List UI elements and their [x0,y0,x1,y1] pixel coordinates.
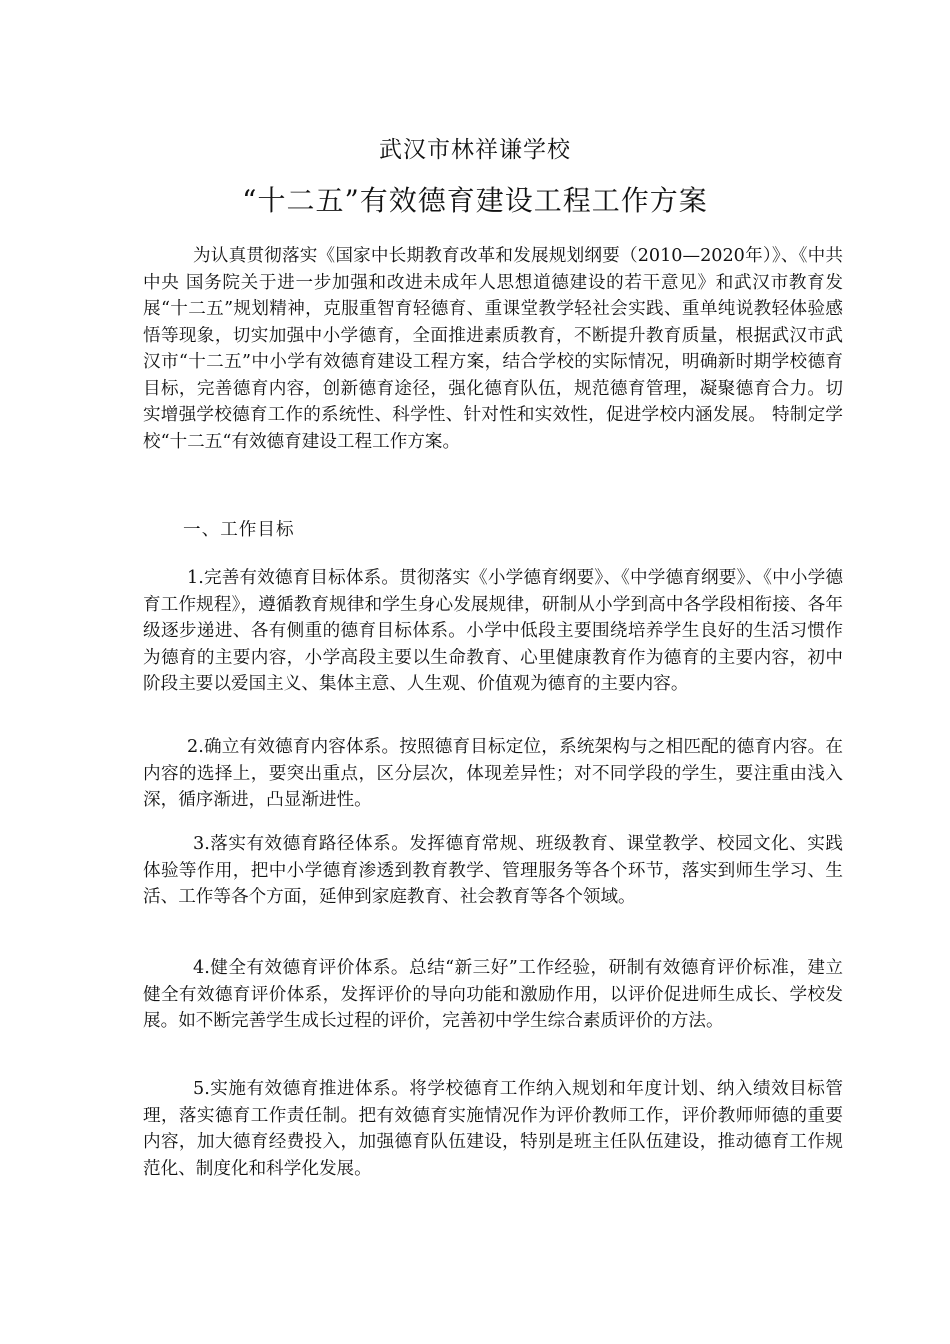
document-title: “十二五”有效德育建设工程工作方案 [242,184,708,217]
intro-paragraph: 为认真贯彻落实《国家中长期教育改革和发展规划纲要（2010—2020年）》、《中共中央 国务院关于进一步加强和改进未成年人思想道德建设的若干意见》和武汉市教育发展“十二五”规划精神，克服重智育轻德育、重课堂教学轻社会实践、重单纯说教轻体验感悟等现象，切实加强中小学德育，全面推进素质教育，不断提升教育质量，根据武汉市武汉市“十二五”中小学有效德育建设工程方案，结合学校的实际情况，明确新时期学校德育目标，完善德育内容，创新德育途径，强化德育队伍，规范德育管理，凝聚德育合力。切实增强学校德育工作的系统性、科学性、针对性和实效性，促进学校内涵发展。 特制定学校“十二五“有效德育建设工程工作方案。 [143,246,843,452]
goal-item-3: 3.落实有效德育路径体系。发挥德育常规、班级教育、课堂教学、校园文化、实践体验等作用，把中小学德育渗透到教育教学、管理服务等各个环节，落实到师生学习、生活、工作等各个方面，延伸到家庭教育、社会教育等各个领域。 [143,834,843,907]
goal-item-4: 4.健全有效德育评价体系。总结“新三好”工作经验，研制有效德育评价标准，建立健全有效德育评价体系，发挥评价的导向功能和激励作用，以评价促进师生成长、学校发展。如不断完善学生成长过程的评价，完善初中学生综合素质评价的方法。 [143,958,843,1031]
school-title: 武汉市林祥谦学校 [379,137,571,163]
goal-item-5: 5.实施有效德育推进体系。将学校德育工作纳入规划和年度计划、纳入绩效目标管理，落实德育工作责任制。把有效德育实施情况作为评价教师工作，评价教师师德的重要内容，加大德育经费投入，加强德育队伍建设，特别是班主任队伍建设，推动德育工作规范化、制度化和科学化发展。 [143,1079,843,1179]
goal-item-2: 2.确立有效德育内容体系。按照德育目标定位，系统架构与之相匹配的德育内容。在内容的选择上，要突出重点，区分层次，体现差异性；对不同学段的学生，要注重由浅入深，循序渐进，凸显渐进性。 [143,737,843,810]
section-heading-work-goals: 一、工作目标 [183,520,295,540]
goal-item-1: 1.完善有效德育目标体系。贯彻落实《小学德育纲要》、《中学德育纲要》、《中小学德育工作规程》，遵循教育规律和学生身心发展规律，研制从小学到高中各学段相衔接、各年级逐步递进、各有侧重的德育目标体系。小学中低段主要围绕培养学生良好的生活习惯作为德育的主要内容，小学高段主要以生命教育、心里健康教育作为德育的主要内容，初中阶段主要以爱国主义、集体主意、人生观、价值观为德育的主要内容。 [143,568,843,694]
